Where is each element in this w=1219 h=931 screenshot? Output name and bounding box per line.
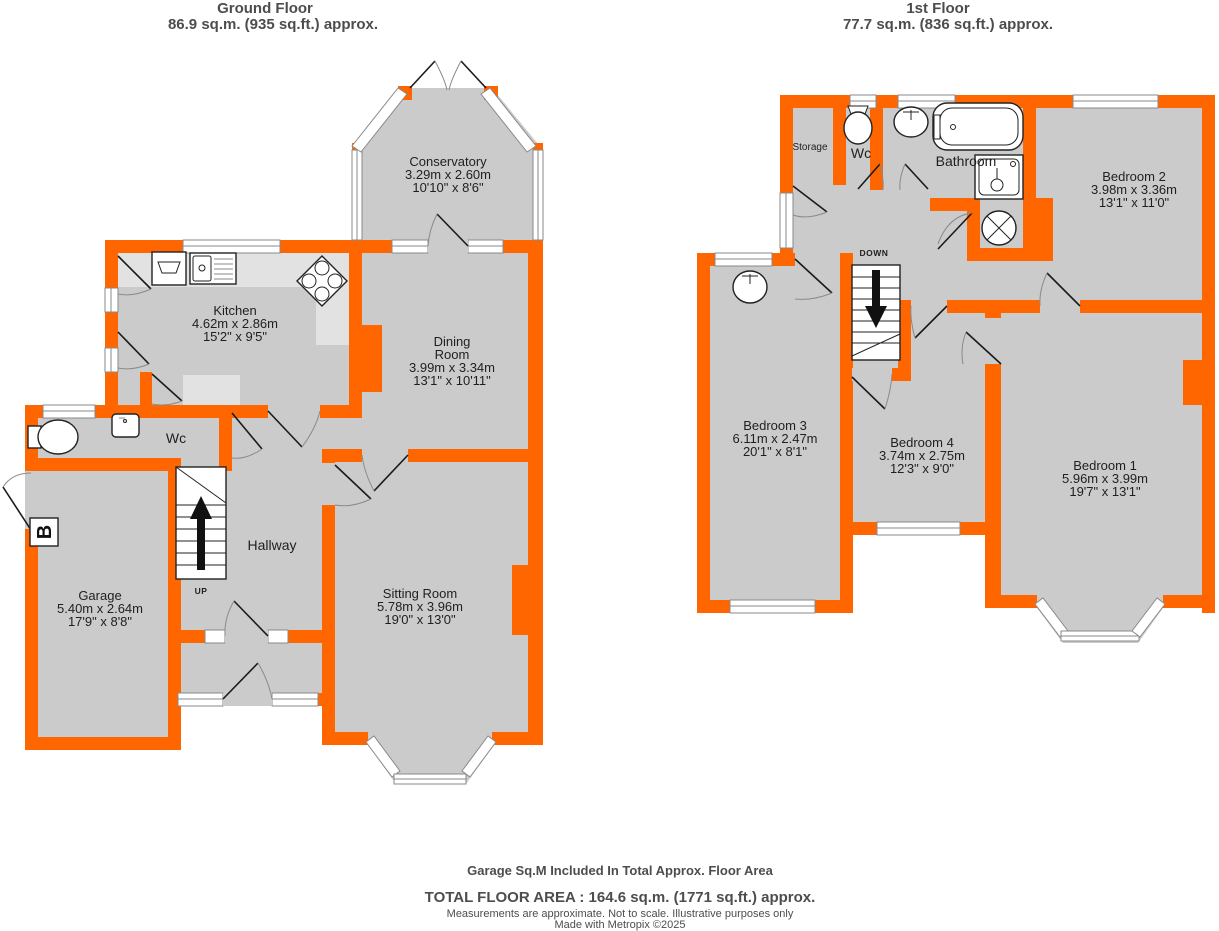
ground-floor-area: 86.9 sq.m. (935 sq.ft.) approx. [167, 16, 379, 33]
bathroom-label: Bathroom [935, 153, 997, 169]
bedroom2-label: Bedroom 2 [1102, 169, 1166, 184]
hallway-label: Hallway [247, 537, 297, 553]
bedroom2-imperial: 13'1" x 11'0" [1098, 195, 1170, 210]
bedroom1-metric: 5.96m x 3.99m [1062, 471, 1148, 486]
garage-imperial: 17'9" x 8'8" [67, 614, 133, 629]
bedroom4-label: Bedroom 4 [890, 435, 954, 450]
wc-ground-label: Wc [165, 430, 187, 446]
dining-room-label-2: Room [434, 347, 470, 362]
dining-room-label-1: Dining [433, 334, 471, 349]
kitchen-sink-icon [190, 253, 236, 284]
conservatory-metric: 3.29m x 2.60m [405, 167, 491, 182]
footer-note: Garage Sq.M Included In Total Approx. Floor Area [467, 863, 773, 878]
water-tank-icon [982, 211, 1016, 245]
bath-icon [933, 103, 1023, 150]
kitchen-label: Kitchen [213, 303, 257, 318]
footer [425, 863, 816, 931]
boiler-icon [30, 518, 58, 546]
conservatory-imperial: 10'10" x 8'6" [412, 180, 484, 195]
kitchen-metric: 4.62m x 2.86m [192, 316, 278, 331]
first-floor-plan [697, 95, 1215, 643]
kitchen-imperial: 15'2" x 9'5" [202, 329, 268, 344]
garage-label: Garage [78, 588, 122, 603]
conservatory-label: Conservatory [409, 154, 487, 169]
sitting-room-imperial: 19'0" x 13'0" [384, 612, 456, 627]
footer-total: TOTAL FLOOR AREA : 164.6 sq.m. (1771 sq.ft.) approx. [424, 889, 816, 906]
bedroom1-label: Bedroom 1 [1073, 458, 1137, 473]
footer-disclaimer: Measurements are approximate. Not to scale. Illustrative purposes only [446, 908, 794, 920]
boiler-label: B [34, 524, 56, 540]
first-floor-title: 1st Floor [906, 0, 970, 17]
ground-floor-title: Ground Floor [217, 0, 313, 17]
bedroom3-metric: 6.11m x 2.47m [732, 431, 818, 446]
basin-icon-ground-wc [112, 414, 139, 437]
dining-room-imperial: 13'1" x 10'11" [413, 373, 491, 388]
stairs-down-label: DOWN [859, 248, 889, 258]
stairs-up [176, 467, 226, 579]
first-floor-area: 77.7 sq.m. (836 sq.ft.) approx. [842, 16, 1054, 33]
sitting-room-label: Sitting Room [382, 586, 458, 601]
bedroom1-imperial: 19'7" x 13'1" [1069, 484, 1141, 499]
footer-credit: Made with Metropix ©2025 [554, 919, 686, 931]
basin-icon-bedroom3 [733, 271, 767, 303]
washing-machine-icon [152, 252, 186, 285]
bedroom3-imperial: 20'1" x 8'1" [742, 444, 808, 459]
basin-icon-bathroom [894, 107, 928, 137]
bedroom3-label: Bedroom 3 [743, 418, 807, 433]
bedroom4-metric: 3.74m x 2.75m [879, 448, 965, 463]
bedroom2-metric: 3.98m x 3.36m [1091, 182, 1177, 197]
wc-first-label: Wc [850, 145, 872, 161]
storage-label: Storage [792, 142, 828, 153]
dining-room-metric: 3.99m x 3.34m [409, 360, 495, 375]
garage-metric: 5.40m x 2.64m [57, 601, 143, 616]
stairs-down [852, 265, 900, 360]
bedroom4-imperial: 12'3" x 9'0" [889, 461, 955, 476]
titles [168, 0, 1053, 33]
sitting-room-metric: 5.78m x 3.96m [377, 599, 463, 614]
ground-floor-plan [3, 61, 543, 784]
stairs-up-label: UP [194, 586, 208, 596]
